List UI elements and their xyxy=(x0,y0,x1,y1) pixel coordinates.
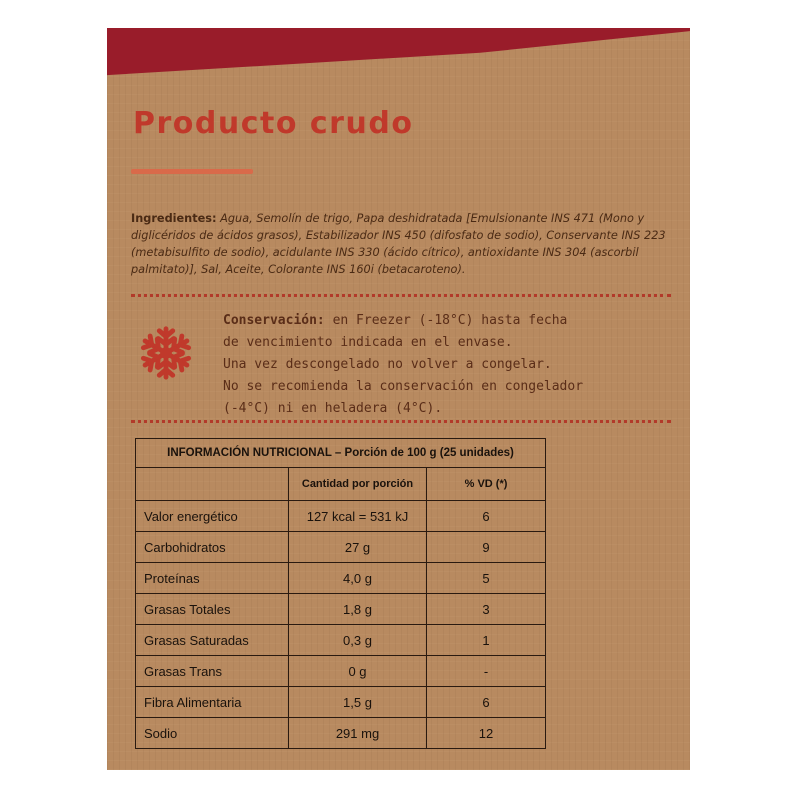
nutrient-vd: 6 xyxy=(427,501,546,532)
nutrient-amount: 0,3 g xyxy=(289,625,427,656)
nutrient-name: Sodio xyxy=(136,718,289,749)
nutrient-vd: 3 xyxy=(427,594,546,625)
table-row xyxy=(136,718,546,749)
nutrient-vd: 5 xyxy=(427,563,546,594)
nutrient-amount: 127 kcal = 531 kJ xyxy=(289,501,427,532)
conservation-line: No se recomienda la conservación en congelador xyxy=(223,379,584,394)
table-row xyxy=(136,687,546,718)
nutrient-name: Proteínas xyxy=(136,563,289,594)
table-row xyxy=(136,563,546,594)
nutrient-vd: - xyxy=(427,656,546,687)
nutrient-column-header xyxy=(136,468,289,501)
nutrient-name: Grasas Trans xyxy=(136,656,289,687)
conservation-freezer: en Freezer (-18°C) hasta fecha xyxy=(324,313,568,328)
table-row xyxy=(136,656,546,687)
ingredients-list: Agua, Semolín de trigo, Papa deshidratada [Emulsionante INS 471 (Mono y diglicéridos de ácidos grasos), Estabilizador INS 450 (difosfato de sodio), Conservante INS 223 (metabisulfito de sodio), acidulante INS 330 (ácido cítrico), antioxidante INS 304 (ascorbil palmitato)], Sal, Aceite, Colorante INS 160i (betacaroteno). xyxy=(131,212,666,276)
red-banner xyxy=(107,28,690,90)
table-row xyxy=(136,532,546,563)
nutrient-amount: 0 g xyxy=(289,656,427,687)
nutrient-name: Grasas Totales xyxy=(136,594,289,625)
table-row xyxy=(136,501,546,532)
table-row xyxy=(136,625,546,656)
conservation-line: Una vez descongelado no volver a congelar. xyxy=(223,357,552,372)
nutrient-amount: 27 g xyxy=(289,532,427,563)
ingredients-label: Ingredientes: xyxy=(131,212,217,225)
dotted-divider xyxy=(131,420,671,423)
nutrient-amount: 291 mg xyxy=(289,718,427,749)
nutrient-vd: 9 xyxy=(427,532,546,563)
package-back xyxy=(107,28,690,770)
nutrient-amount: 1,8 g xyxy=(289,594,427,625)
title-underline xyxy=(131,169,253,174)
nutrition-table xyxy=(135,438,546,749)
nutrient-amount: 4,0 g xyxy=(289,563,427,594)
nutrient-name: Valor energético xyxy=(136,501,289,532)
nutrient-vd: 6 xyxy=(427,687,546,718)
nutrient-vd: 1 xyxy=(427,625,546,656)
conservation-line: de vencimiento indicada en el envase. xyxy=(223,335,513,350)
vd-column-header: % VD (*) xyxy=(427,468,546,501)
nutrition-header: INFORMACIÓN NUTRICIONAL – Porción de 100 g (25 unidades) xyxy=(136,439,546,468)
amount-column-header: Cantidad por porción xyxy=(289,468,427,501)
dotted-divider xyxy=(131,294,671,297)
conservation-line: (-4°C) ni en heladera (4°C). xyxy=(223,401,443,416)
conservation-text xyxy=(223,310,663,420)
nutrient-name: Fibra Alimentaria xyxy=(136,687,289,718)
nutrient-name: Carbohidratos xyxy=(136,532,289,563)
nutrient-amount: 1,5 g xyxy=(289,687,427,718)
product-title: Producto crudo xyxy=(133,106,414,141)
conservation-label: Conservación: xyxy=(223,313,325,328)
nutrient-name: Grasas Saturadas xyxy=(136,625,289,656)
table-row xyxy=(136,594,546,625)
nutrient-vd: 12 xyxy=(427,718,546,749)
conservation-line xyxy=(223,310,663,332)
snowflake-icon xyxy=(137,324,195,382)
ingredients-text xyxy=(131,210,676,278)
